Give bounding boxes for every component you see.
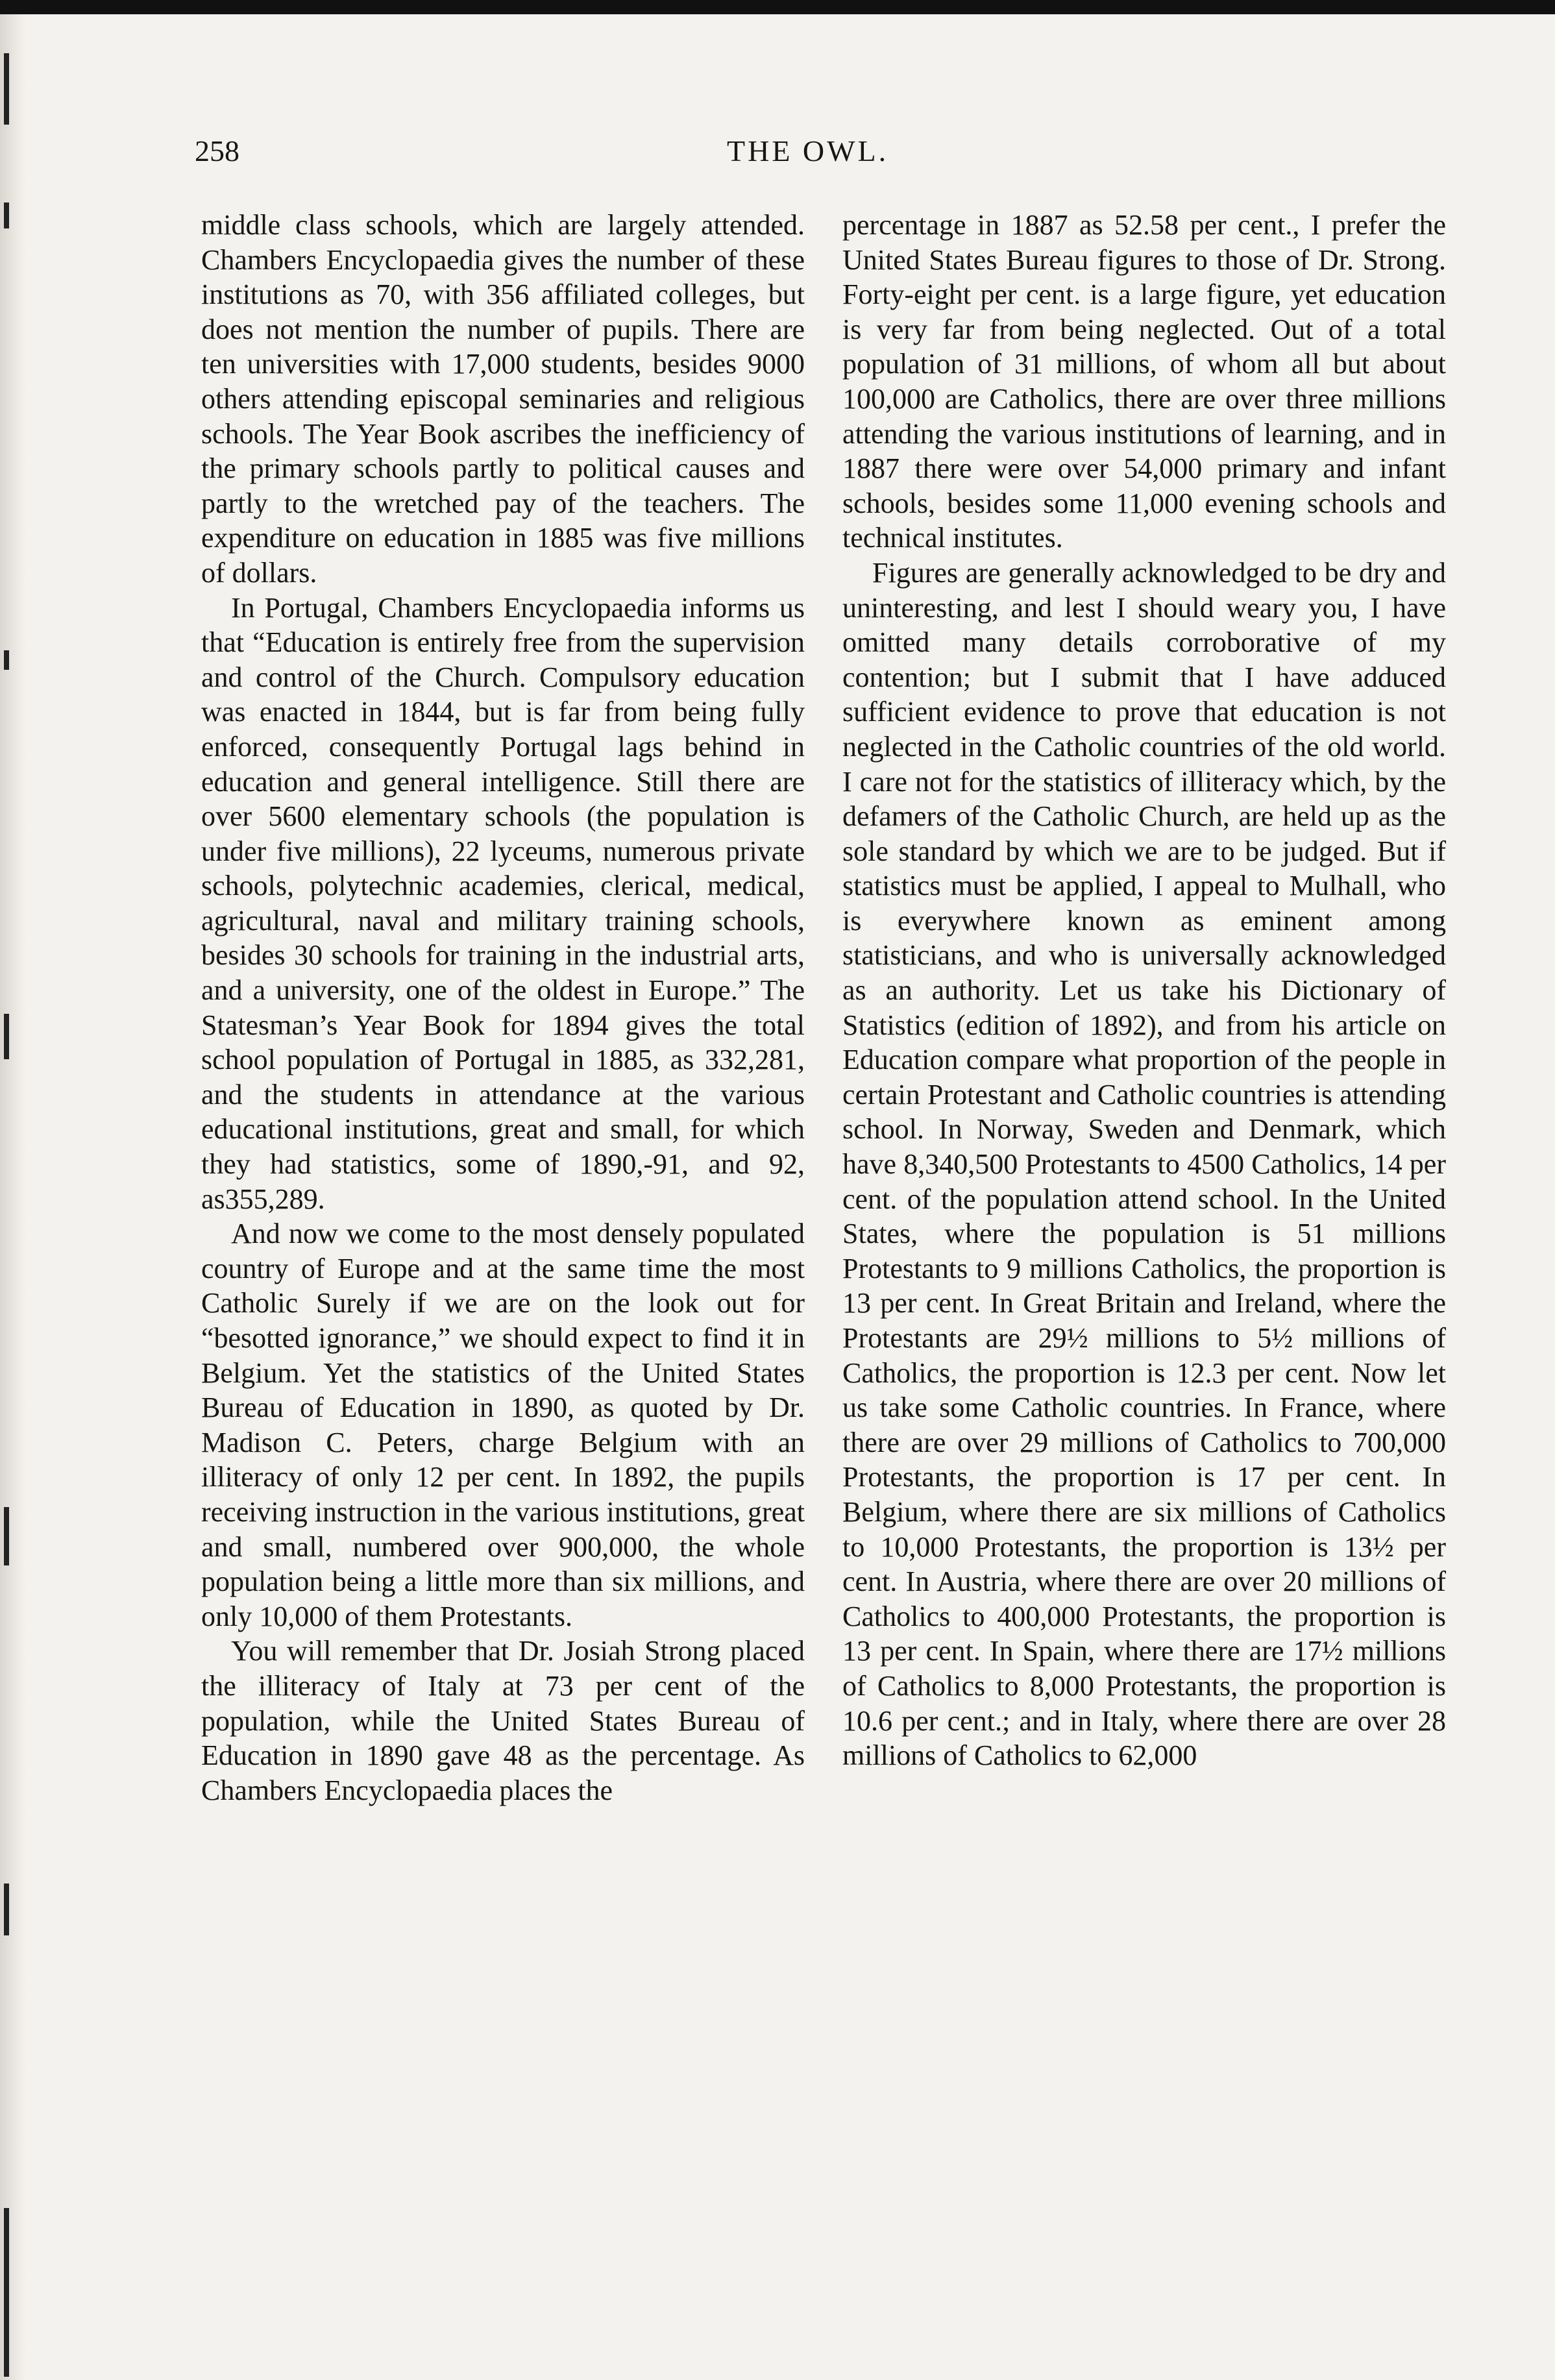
page-number: 258 [195, 134, 239, 167]
paragraph: percentage in 1887 as 52.58 per cent., I prefer the United States Bureau figures to those of Dr. Strong. Forty-eight per cent. is a large figure, yet education is very far from being neglected. Out of a total population of 31 millions, of whom all but about 100,000 are Catholics, there are over three millions attending the various institutions of learning, and in 1887 there were over 54,000 primary and infant schools, besides some 11,000 evening schools and technical institutes. [842, 209, 1446, 554]
top-border-rule [0, 0, 1555, 14]
paragraph: And now we come to the most densely populated country of Europe and at the same time the most Catholic Surely if we are on the look out for “besotted ignorance,” we should expect to find it in Belgium. Yet the statistics of the United States Bureau of Education in 1890, as quoted by Dr. Madison C. Peters, charge Belgium with an illiteracy of only 12 per cent. In 1892, the pupils receiving instruction in the various institutions, great and small, numbered over 900,000, the whole population being a little more than six millions, and only 10,000 of them Protestants. [201, 1218, 805, 1632]
journal-title: THE OWL. [727, 134, 889, 167]
scanned-page-edge [0, 14, 26, 2380]
edge-speck [4, 1014, 9, 1059]
paragraph: You will remember that Dr. Josiah Strong placed the illiteracy of Italy at 73 per cent of the population, while the United States Bureau of Education in 1890 gave 48 as the percentage. As Chambers Encyclopaedia places the [201, 1635, 805, 1806]
edge-speck [4, 2208, 9, 2377]
edge-speck [4, 1507, 9, 1565]
edge-speck [4, 650, 9, 670]
page-header [195, 130, 1428, 175]
paragraph: middle class schools, which are largely attended. Chambers Encyclopaedia gives the number of these institutions as 70, with 356 affiliated colleges, but does not mention the number of pupils. There are ten universities with 17,000 students, besides 9000 others attending episcopal seminaries and religious schools. The Year Book ascribes the inefficiency of the primary schools partly to political causes and partly to the wretched pay of the teachers. The expenditure on education in 1885 was five millions of dollars. [201, 209, 805, 589]
right-text-column [842, 208, 1446, 2324]
edge-speck [4, 1883, 9, 1935]
edge-speck [4, 202, 9, 228]
edge-speck [4, 53, 9, 125]
paragraph: In Portugal, Chambers Encyclopaedia informs us that “Education is entirely free from the supervision and control of the Church. Compulsory education was enacted in 1844, but is far from being fully enforced, consequently Portugal lags behind in education and general intelligence. Still there are over 5600 elementary schools (the population is under five millions), 22 lyceums, numerous private schools, polytechnic academies, clerical, medical, agricultural, naval and military training schools, besides 30 schools for training in the industrial arts, and a university, one of the oldest in Europe.” The Statesman’s Year Book for 1894 gives the total school population of Portugal in 1885, as 332,281, and the students in attendance at the various educational institutions, great and small, for which they had statistics, some of 1890,-91, and 92, as355,289. [201, 591, 805, 1215]
left-text-column [201, 208, 805, 2324]
paragraph: Figures are generally acknowledged to be dry and uninteresting, and lest I should weary you, I have omitted many details corroborative of my contention; but I submit that I have adduced sufficient evidence to prove that education is not neglected in the Catholic countries of the old world. I care not for the statistics of illiteracy which, by the defamers of the Catholic Church, are held up as the sole standard by which we are to be judged. But if statistics must be applied, I appeal to Mulhall, who is everywhere known as eminent among statisticians, and who is universally acknowledged as an authority. Let us take his Dictionary of Statistics (edition of 1892), and from his article on Education compare what proportion of the people in certain Protestant and Catholic countries is attending school. In Norway, Sweden and Denmark, which have 8,340,500 Protestants to 4500 Catholics, 14 per cent. of the population attend school. In the United States, where the population is 51 millions Protestants to 9 millions Catholics, the proportion is 13 per cent. In Great Britain and Ireland, where the Protestants are 29½ millions to 5½ millions of Catholics, the proportion is 12.3 per cent. Now let us take some Catholic countries. In France, where there are over 29 millions of Catholics to 700,000 Protestants, the proportion is 17 per cent. In Belgium, where there are six millions of Catholics to 10,000 Protestants, the proportion is 13½ per cent. In Austria, where there are over 20 millions of Catholics to 400,000 Protestants, the proportion is 13 per cent. In Spain, where there are 17½ millions of Catholics to 8,000 Protestants, the proportion is 10.6 per cent.; and in Italy, where there are over 28 millions of Catholics to 62,000 [842, 556, 1446, 1772]
